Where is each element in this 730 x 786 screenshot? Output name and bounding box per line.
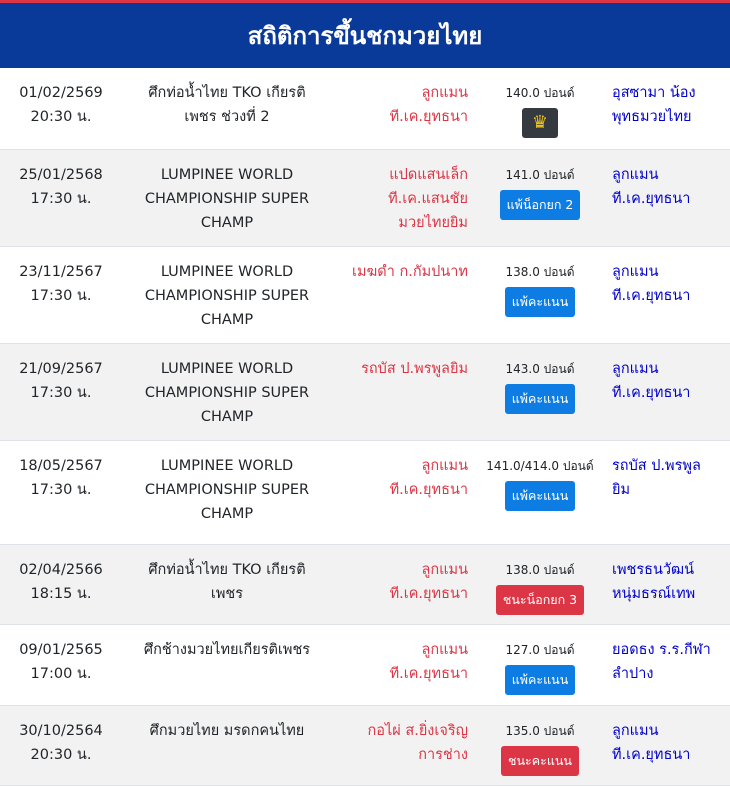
event-name-line: ศึกมวยไทย มรดกคนไทย [149, 723, 305, 739]
fight-record-row [0, 247, 730, 344]
fight-date-cell [0, 454, 122, 502]
fight-date-cell [0, 558, 122, 606]
fight-date-cell [0, 81, 122, 129]
fight-date: 30/10/2564 [19, 723, 103, 739]
opponent-cell [612, 558, 724, 606]
fight-time: 17:30 น. [30, 288, 92, 304]
event-name-line: LUMPINEE WORLD [160, 361, 294, 377]
fight-date: 01/02/2569 [19, 85, 103, 101]
opponent-cell [612, 638, 724, 686]
weight-result-cell [480, 638, 600, 695]
event-name-cell [132, 260, 322, 332]
fighter-cell [332, 260, 468, 284]
fighter-name-line[interactable]: กอไผ่ ส.ยิ่งเจริญ [367, 723, 468, 739]
opponent-name-line[interactable]: รถบัส ป.พรพูล [612, 458, 701, 474]
result-badge: แพ้คะแนน [505, 384, 576, 414]
fighter-name-line[interactable]: ลูกแมน [421, 85, 468, 101]
weight-label: 127.0 ปอนด์ [505, 643, 575, 657]
event-name-cell [132, 163, 322, 235]
event-name-line: CHAMP [200, 409, 254, 425]
fight-date: 23/11/2567 [19, 264, 103, 280]
event-name-line: LUMPINEE WORLD [160, 458, 294, 474]
fight-date-cell [0, 719, 122, 767]
weight-label: 135.0 ปอนด์ [505, 724, 575, 738]
weight-result-cell [480, 357, 600, 414]
opponent-cell [612, 719, 724, 767]
event-name-line: CHAMP [200, 506, 254, 522]
fighter-name-line[interactable]: รถบัส ป.พรพูลยิม [361, 361, 468, 377]
event-name-line: CHAMPIONSHIP SUPER [144, 191, 310, 207]
fighter-name-line[interactable]: ที.เค.ยุทธนา [389, 586, 468, 602]
fighter-name-line[interactable]: แปดแสนเล็ก [389, 167, 468, 183]
opponent-name-line[interactable]: ยิม [612, 482, 631, 498]
weight-label: 141.0/414.0 ปอนด์ [486, 459, 594, 473]
weight-result-cell [480, 719, 600, 776]
event-name-line: CHAMPIONSHIP SUPER [144, 482, 310, 498]
fighter-cell [332, 638, 468, 686]
fight-date-cell [0, 163, 122, 211]
opponent-cell [612, 163, 724, 211]
result-badge: แพ้คะแนน [505, 287, 576, 317]
event-name-cell [132, 454, 322, 526]
event-name-cell [132, 638, 322, 662]
event-name-line: LUMPINEE WORLD [160, 167, 294, 183]
fight-time: 17:00 น. [30, 666, 92, 682]
event-name-cell [132, 81, 322, 129]
fight-time: 17:30 น. [30, 482, 92, 498]
result-badge: แพ้คะแนน [505, 481, 576, 511]
opponent-name-line[interactable]: ลูกแมน [612, 264, 659, 280]
fight-record-list [0, 68, 730, 786]
fighter-name-line[interactable]: เมฆดำ ก.กัมปนาท [352, 264, 468, 280]
fight-record-row [0, 344, 730, 441]
event-name-cell [132, 719, 322, 743]
event-name-line: ศึกท่อน้ำไทย TKO เกียรติ [148, 85, 306, 101]
fight-record-row [0, 150, 730, 247]
opponent-cell [612, 357, 724, 405]
weight-label: 143.0 ปอนด์ [505, 362, 575, 376]
crown-icon: ♛ [522, 108, 558, 138]
fighter-cell [332, 719, 468, 767]
weight-result-cell [480, 558, 600, 615]
fighter-name-line[interactable]: ลูกแมน [421, 562, 468, 578]
opponent-name-line[interactable]: อุสซามา น้อง [612, 85, 696, 101]
fight-date-cell [0, 357, 122, 405]
event-name-line: ศึกช้างมวยไทยเกียรติเพชร [143, 642, 311, 658]
fight-time: 17:30 น. [30, 385, 92, 401]
event-name-line: CHAMPIONSHIP SUPER [144, 385, 310, 401]
weight-result-cell [480, 81, 600, 138]
event-name-line: เพชร [210, 586, 244, 602]
result-badge: แพ้คะแนน [505, 665, 576, 695]
opponent-name-line[interactable]: ที.เค.ยุทธนา [612, 191, 691, 207]
event-name-line: CHAMP [200, 215, 254, 231]
fighter-name-line[interactable]: การช่าง [418, 747, 468, 763]
event-name-line: CHAMPIONSHIP SUPER [144, 288, 310, 304]
event-name-line: LUMPINEE WORLD [160, 264, 294, 280]
opponent-name-line[interactable]: ที.เค.ยุทธนา [612, 747, 691, 763]
opponent-name-line[interactable]: ที.เค.ยุทธนา [612, 385, 691, 401]
result-badge: แพ้น็อกยก 2 [500, 190, 581, 220]
fighter-cell [332, 357, 468, 381]
fight-date-cell [0, 260, 122, 308]
event-name-line: ศึกท่อน้ำไทย TKO เกียรติ [148, 562, 306, 578]
fight-record-row [0, 68, 730, 150]
weight-result-cell [480, 454, 600, 511]
fight-record-row [0, 625, 730, 706]
opponent-name-line[interactable]: ลำปาง [612, 666, 654, 682]
fight-time: 20:30 น. [30, 747, 92, 763]
opponent-cell [612, 81, 724, 129]
event-name-line: CHAMP [200, 312, 254, 328]
event-name-line: เพชร ช่วงที่ 2 [184, 109, 270, 125]
fight-time: 18:15 น. [30, 586, 92, 602]
weight-label: 138.0 ปอนด์ [505, 265, 575, 279]
fight-time: 17:30 น. [30, 191, 92, 207]
opponent-cell [612, 454, 724, 502]
opponent-name-line[interactable]: ลูกแมน [612, 723, 659, 739]
fighter-name-line[interactable]: ที.เค.ยุทธนา [389, 666, 468, 682]
opponent-name-line[interactable]: ยอดธง ร.ร.กีฬา [612, 642, 711, 658]
fighter-cell [332, 163, 468, 235]
result-badge: ชนะน็อกยก 3 [496, 585, 584, 615]
opponent-name-line[interactable]: พุทธมวยไทย [612, 109, 692, 125]
fighter-name-line[interactable]: ที.เค.ยุทธนา [389, 482, 468, 498]
fight-record-row [0, 545, 730, 625]
fight-date: 18/05/2567 [19, 458, 103, 474]
page-title: สถิติการขึ้นชกมวยไทย [247, 22, 483, 50]
opponent-cell [612, 260, 724, 308]
fight-date: 02/04/2566 [19, 562, 103, 578]
opponent-name-line[interactable]: ลูกแมน [612, 167, 659, 183]
fighter-name-line[interactable]: มวยไทยยิม [398, 215, 468, 231]
page-header [0, 3, 730, 68]
fighter-name-line[interactable]: ที.เค.แสนชัย [388, 191, 468, 207]
opponent-name-line[interactable]: เพชรธนวัฒน์ [612, 562, 695, 578]
result-badge: ชนะคะแนน [501, 746, 579, 776]
fight-date-cell [0, 638, 122, 686]
weight-label: 138.0 ปอนด์ [505, 563, 575, 577]
weight-label: 141.0 ปอนด์ [505, 168, 575, 182]
opponent-name-line[interactable]: ลูกแมน [612, 361, 659, 377]
fighter-name-line[interactable]: ลูกแมน [421, 458, 468, 474]
fight-record-row [0, 706, 730, 786]
opponent-name-line[interactable]: ที.เค.ยุทธนา [612, 288, 691, 304]
weight-result-cell [480, 260, 600, 317]
event-name-cell [132, 357, 322, 429]
opponent-name-line[interactable]: หนุ่มธรณ์เทพ [612, 586, 696, 602]
weight-label: 140.0 ปอนด์ [505, 86, 575, 100]
weight-result-cell [480, 163, 600, 220]
fight-date: 25/01/2568 [19, 167, 103, 183]
fighter-name-line[interactable]: ที.เค.ยุทธนา [389, 109, 468, 125]
fighter-cell [332, 454, 468, 502]
fight-date: 09/01/2565 [19, 642, 103, 658]
fighter-cell [332, 558, 468, 606]
fight-date: 21/09/2567 [19, 361, 103, 377]
fight-record-row [0, 441, 730, 545]
event-name-cell [132, 558, 322, 606]
fighter-name-line[interactable]: ลูกแมน [421, 642, 468, 658]
fight-time: 20:30 น. [30, 109, 92, 125]
fighter-cell [332, 81, 468, 129]
